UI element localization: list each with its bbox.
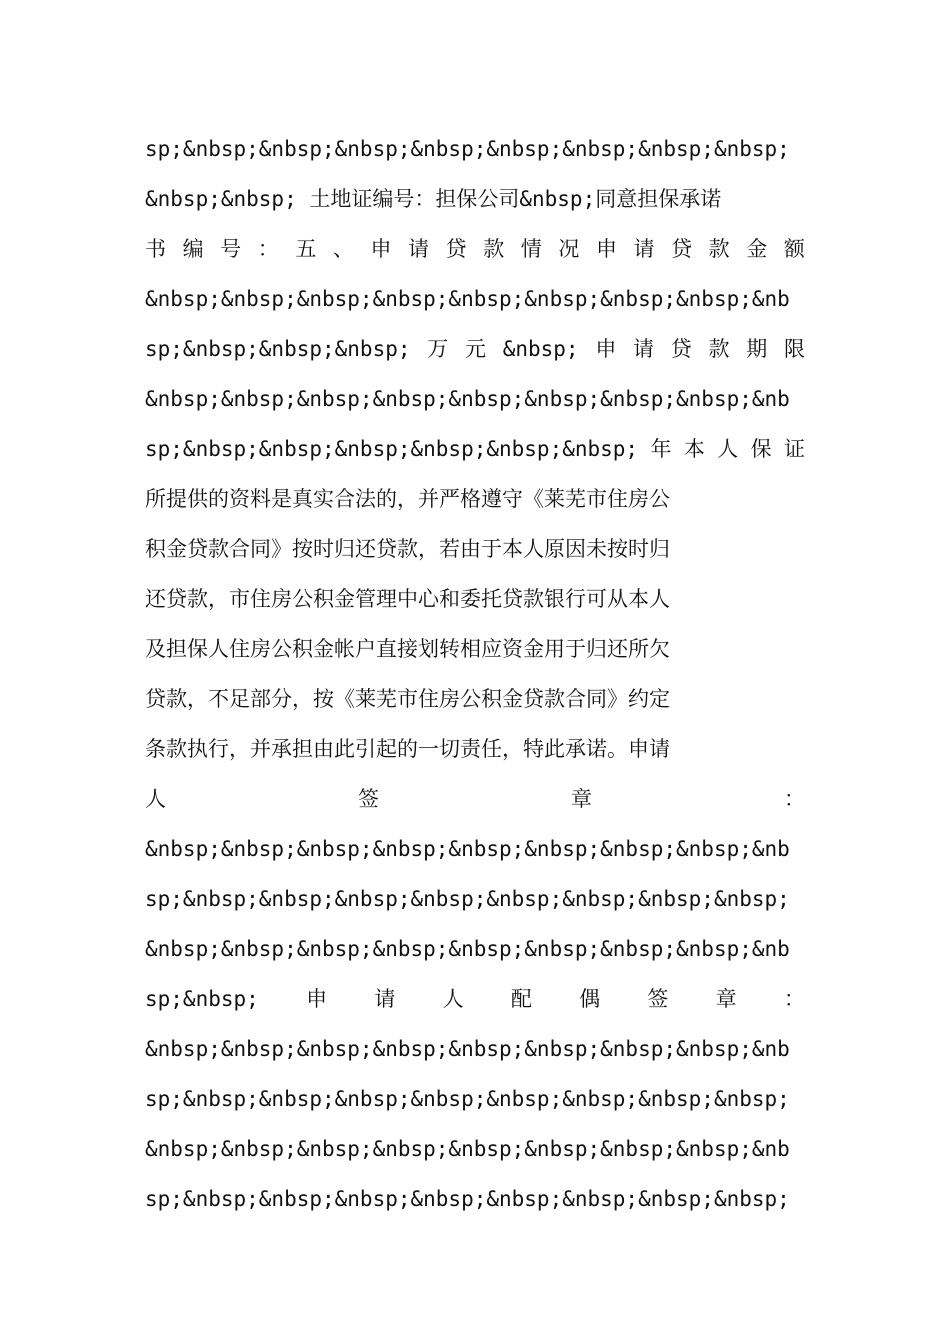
text-token: sp;&nbsp;&nbsp;&nbsp;&nbsp;&nbsp;&nbsp;&nbsp;&nbsp; [145, 1187, 790, 1211]
text-token: ： [784, 787, 805, 811]
text-token: 及担保人住房公积金帐户直接划转相应资金用于归还所欠 [145, 637, 670, 661]
text-token: 书 [145, 237, 166, 261]
text-token: 配 [510, 987, 532, 1011]
text-token: 额 [783, 237, 805, 261]
text-token: ： [257, 237, 279, 261]
text-token: 章 [571, 787, 592, 811]
text-line [145, 924, 805, 974]
text-token: 积金贷款合同》按时归还贷款，若由于本人原因未按时归 [145, 537, 670, 561]
text-token: ： [783, 987, 805, 1011]
text-line [145, 224, 805, 274]
text-token: 偶 [579, 987, 601, 1011]
text-token: &nbsp;&nbsp;&nbsp;&nbsp;&nbsp;&nbsp;&nbsp;&nbsp;&nb [145, 937, 790, 961]
text-line [145, 774, 805, 824]
text-line [145, 374, 805, 424]
text-token: 签 [647, 987, 669, 1011]
text-token: 款 [708, 237, 730, 261]
text-line [145, 974, 805, 1024]
text-token: 申 [595, 237, 617, 261]
text-token: 申 [595, 337, 617, 361]
text-token: 期 [746, 337, 768, 361]
text-token: sp;&nbsp;&nbsp;&nbsp;&nbsp;&nbsp;&nbsp;&nbsp;&nbsp; [145, 1087, 790, 1111]
text-token: 签 [358, 787, 379, 811]
text-token: 年 [650, 437, 672, 461]
text-token: 章 [715, 987, 737, 1011]
text-token: 本 [683, 437, 705, 461]
text-token: 编 [182, 237, 204, 261]
text-line [145, 474, 805, 524]
text-token: 人 [717, 437, 739, 461]
text-token: sp;&nbsp;&nbsp;&nbsp;&nbsp;&nbsp;&nbsp; [145, 437, 639, 461]
text-token: 限 [783, 337, 805, 361]
text-token: 款 [483, 237, 505, 261]
text-token: &nbsp; [502, 337, 579, 361]
text-line [145, 324, 805, 374]
text-token: 贷款，不足部分，按《莱芜市住房公积金贷款合同》约定 [145, 687, 670, 711]
text-token: &nbsp;&nbsp; 土地证编号：担保公司&nbsp;同意担保承诺 [145, 187, 722, 211]
text-line [145, 574, 805, 624]
text-line [145, 674, 805, 724]
text-token: 保 [750, 437, 772, 461]
text-token: 元 [464, 337, 486, 361]
text-line [145, 874, 805, 924]
text-token: 万 [427, 337, 449, 361]
text-token: &nbsp;&nbsp;&nbsp;&nbsp;&nbsp;&nbsp;&nbsp;&nbsp;&nb [145, 387, 790, 411]
text-token: 请 [408, 237, 430, 261]
text-token: &nbsp;&nbsp;&nbsp;&nbsp;&nbsp;&nbsp;&nbsp;&nbsp;&nb [145, 1037, 790, 1061]
text-token: 五 [295, 237, 317, 261]
text-token: sp;&nbsp;&nbsp;&nbsp;&nbsp;&nbsp;&nbsp;&nbsp;&nbsp; [145, 887, 790, 911]
text-token: 情 [520, 237, 542, 261]
text-token: sp;&nbsp;&nbsp;&nbsp; [145, 337, 411, 361]
text-token: 条款执行，并承担由此引起的一切责任，特此承诺。申请 [145, 737, 670, 761]
text-token: 申 [306, 987, 328, 1011]
text-token: 人 [442, 987, 464, 1011]
text-token: &nbsp;&nbsp;&nbsp;&nbsp;&nbsp;&nbsp;&nbsp;&nbsp;&nb [145, 837, 790, 861]
text-token: 、 [332, 237, 354, 261]
text-token: &nbsp;&nbsp;&nbsp;&nbsp;&nbsp;&nbsp;&nbsp;&nbsp;&nb [145, 1137, 790, 1161]
text-line [145, 1174, 805, 1224]
text-token: 人 [145, 787, 166, 811]
text-line [145, 1124, 805, 1174]
text-token: 贷 [671, 237, 693, 261]
text-token: 申 [370, 237, 392, 261]
text-token: 请 [633, 337, 655, 361]
text-line [145, 624, 805, 674]
text-token: 贷 [670, 337, 692, 361]
text-token: 金 [746, 237, 768, 261]
text-token: 款 [708, 337, 730, 361]
text-line [145, 124, 805, 174]
text-token: 况 [558, 237, 580, 261]
text-token: 号 [220, 237, 242, 261]
text-line [145, 1024, 805, 1074]
text-token: sp;&nbsp;&nbsp;&nbsp;&nbsp;&nbsp;&nbsp;&nbsp;&nbsp; [145, 137, 790, 161]
text-line [145, 524, 805, 574]
text-token: 还贷款，市住房公积金管理中心和委托贷款银行可从本人 [145, 587, 670, 611]
document-body [145, 124, 805, 1224]
text-line [145, 1074, 805, 1124]
text-token: 所提供的资料是真实合法的，并严格遵守《莱芜市住房公 [145, 487, 670, 511]
text-token: 贷 [445, 237, 467, 261]
text-token: &nbsp;&nbsp;&nbsp;&nbsp;&nbsp;&nbsp;&nbsp;&nbsp;&nb [145, 287, 790, 311]
text-line [145, 174, 805, 224]
text-token: 请 [633, 237, 655, 261]
text-token: 请 [374, 987, 396, 1011]
text-token: sp;&nbsp; [145, 987, 259, 1011]
text-line [145, 274, 805, 324]
text-line [145, 824, 805, 874]
text-line [145, 724, 805, 774]
text-token: 证 [783, 437, 805, 461]
text-line [145, 424, 805, 474]
